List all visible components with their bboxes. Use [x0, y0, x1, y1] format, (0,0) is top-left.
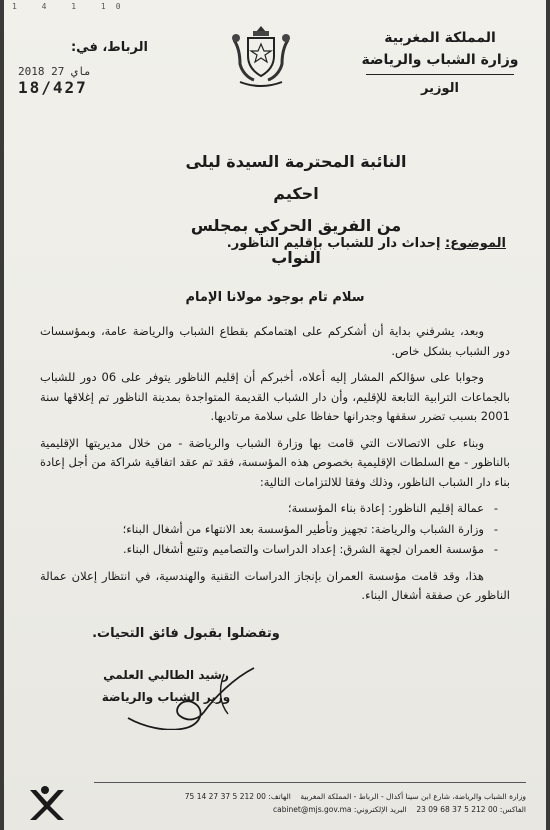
list-item: - وزارة الشباب والرياضة: تجهيز وتأطير المؤسسة بعد الانتهاء من أشغال البناء؛	[40, 520, 484, 540]
handwritten-signature-icon	[104, 660, 284, 730]
footer-email: cabinet@mjs.gov.ma	[272, 805, 352, 814]
body-paragraph-3: وبناء على الاتصالات التي قامت بها وزارة الشباب والرياضة - من خلال مديريتها الإقليمية بالناظور - مع السلطات الإقليمية بخصوص هذه المؤسسة، فقد تم عقد اتفاقية شراكة من أجل إعادة بناء دار الشباب الناظور، وذلك وفقا للالتزامات التالية:	[40, 435, 510, 489]
corner-marks: 1 4 1 10	[12, 2, 131, 11]
minister-title: الوزير	[421, 81, 459, 96]
salutation: سلام تام بوجود مولانا الإمام	[185, 290, 365, 305]
footer-fax-label: الفاكس:	[499, 805, 526, 814]
footer-email-label: البريد الإلكتروني:	[353, 805, 407, 814]
list-item: - عمالة إقليم الناظور: إعادة بناء المؤسسة؛	[40, 499, 484, 519]
letter-date: 2018 ماي 27	[18, 65, 91, 78]
body-paragraph-4: هذا، وقد قامت مؤسسة العمران بإنجاز الدراسات التقنية والهندسية، في انتظار إعلان عمالة الناظور عن صفقة أشغال البناء.	[40, 568, 510, 602]
footer-phone-label: الهاتف:	[268, 792, 291, 801]
footer-phone: 00 212 5 37 27 14 75	[184, 792, 266, 801]
coat-of-arms-icon	[226, 22, 296, 92]
footer-divider	[94, 782, 526, 783]
addressee-group: من الفريق الحركي بمجلس النواب	[190, 216, 402, 267]
addressee	[166, 146, 426, 274]
letterhead-date-block	[12, 40, 152, 97]
footer-row-1	[74, 790, 526, 803]
body-paragraph-1: وبعد، يشرفني بداية أن أشكركم على اهتمامكم بقطاع الشباب والرياضة عامة، وبمؤسسات دور الشباب بشكل خاص.	[40, 324, 510, 358]
signatory-title: وزير الشباب والرياضة	[101, 690, 231, 704]
header-divider	[366, 74, 514, 75]
list-item: - مؤسسة العمران لجهة الشرق: إعداد الدراسات والتصاميم وتتبع أشغال البناء.	[40, 540, 484, 560]
letter-body	[40, 322, 510, 613]
subject-text: إحداث دار للشباب بإقليم الناظور.	[226, 236, 441, 251]
subject-line	[46, 236, 506, 251]
body-paragraph-2: وجوابا على سؤالكم المشار إليه أعلاه، أخبركم أن إقليم الناظور يتوفر على 06 دور للشباب بالجماعات الترابية التابعة للإقليم، وأن دار الشباب القديمة المتواجدة بمدينة الناظور تم إغلاقها سنة 2001 بسبب تضرر سقفها وجدرانها حفاظا على سلامة مرتاديها.	[40, 370, 510, 423]
reference-number: 18/427	[18, 78, 88, 97]
footer-address: وزارة الشباب والرياضة، شارع ابن سينا أكدال - الرباط - المملكة المغربية	[300, 792, 526, 801]
signatory-name: رشيد الطالبي العلمي	[103, 668, 229, 682]
addressee-name: النائبة المحترمة السيدة ليلى احكيم	[185, 152, 407, 203]
letterhead-issuer	[360, 30, 520, 96]
letter-page	[4, 0, 546, 830]
footer-fax: 00 212 5 37 68 09 23	[416, 805, 498, 814]
ministry-name: وزارة الشباب والرياضة	[361, 52, 519, 68]
commitments-list	[40, 499, 510, 560]
kingdom-name: المملكة المغربية	[384, 30, 496, 46]
subject-label: الموضوع:	[445, 236, 506, 251]
footer	[74, 790, 526, 816]
place-label: الرباط، في:	[70, 40, 148, 55]
footer-row-2	[74, 803, 526, 816]
ministry-logo-icon	[24, 784, 66, 824]
closing-formula: وتفضلوا بقبول فائق التحيات.	[92, 626, 280, 641]
